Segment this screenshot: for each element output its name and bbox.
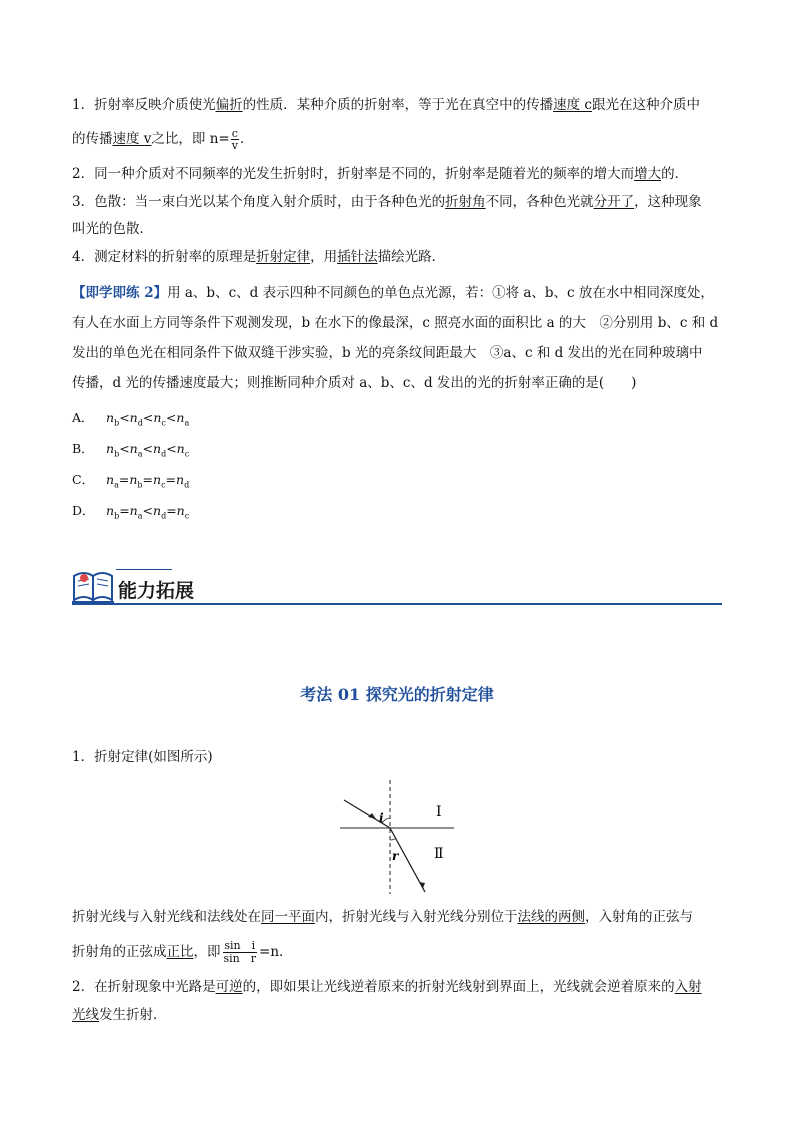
underlined-term: 偏折 — [215, 97, 243, 113]
option-a[interactable]: A． $n_b<n_d<n_c<n_a$ — [72, 410, 190, 428]
point-4 — [72, 248, 445, 266]
underlined-term: 速度 c — [553, 97, 592, 113]
point-3-line-1 — [72, 193, 702, 211]
text: 描绘光路． — [377, 249, 446, 265]
text: 3．色散：当一束白光以某个角度入射介质时，由于各种色光的 — [72, 194, 446, 210]
method-point-2-line-2: 光线发生折射． — [72, 1007, 167, 1023]
underlined-term: 分开了 — [593, 194, 635, 210]
text: 之比，即 n= — [151, 131, 230, 147]
text: ，这种现象 — [634, 194, 702, 210]
label-i: i — [379, 811, 384, 825]
section-rule — [72, 603, 722, 605]
underlined-term: 增大 — [634, 166, 662, 182]
point-1-line-2 — [72, 128, 253, 151]
refraction-diagram — [332, 778, 462, 896]
formula-fraction: $\frac{c}{v}$ — [231, 127, 238, 152]
label-medium-2: Ⅱ — [434, 846, 444, 862]
practice-line-3: 发出的单色光在相同条件下做双缝干涉实验，b 光的亮条纹间距最大 ③a、c 和 d 发出的光在同种玻璃中 — [72, 345, 703, 361]
underlined-term: 速度 v — [112, 131, 152, 147]
snell-fraction: $\frac{\text{sin i}}{\text{sin r}}$ — [223, 939, 257, 965]
text: 不同，各种色光就 — [485, 194, 594, 210]
underlined-term: 折射角 — [445, 194, 486, 210]
text: 跟光在这种介质中 — [591, 97, 700, 113]
label-medium-1: Ⅰ — [436, 804, 442, 820]
point-2 — [72, 165, 688, 183]
method-title: 考法 01 探究光的折射定律 — [300, 685, 494, 704]
text: 用 a、b、c、d 表示四种不同颜色的单色点光源，若：①将 a、b、c 放在水中相同深度处， — [167, 285, 714, 301]
section-underline-thin — [116, 569, 172, 570]
method-text-line-2: 折射角的正弦成正比，即 $\frac{\text{sin i}}{\text{sin r}}$ =n. — [72, 939, 284, 965]
underlined-term: 插针法 — [337, 249, 378, 265]
text: 4．测定材料的折射率的原理是 — [72, 249, 257, 265]
point-1-line-1 — [72, 96, 700, 114]
point-3-line-2 — [72, 220, 153, 238]
option-b[interactable]: B． $n_b<n_a<n_d<n_c$ — [72, 441, 190, 459]
practice-line-2: 有人在水面上方同等条件下观测发现，b 在水下的像最深，c 照亮水面的面积比 a 的大 ②分别用 b、c 和 d — [72, 315, 719, 331]
practice-line-4: 传播，d 光的传播速度最大；则推断同种介质对 a、b、c、d 发出的光的折射率正确的是( ) — [72, 375, 637, 391]
practice-line-1 — [72, 284, 714, 302]
option-c-text: $n_a=n_b=n_c=n_d$ — [106, 472, 190, 490]
book-icon — [70, 568, 116, 606]
option-c[interactable]: C． $n_a=n_b=n_c=n_d$ — [72, 472, 190, 490]
text: ，用 — [310, 249, 338, 265]
option-b-text: $n_b<n_a<n_d<n_c$ — [106, 441, 190, 459]
text: 的． — [661, 166, 689, 182]
option-d[interactable]: D． $n_b=n_a<n_d=n_c$ — [72, 503, 190, 521]
text: 1．折射率反映介质使光 — [72, 97, 216, 113]
underlined-term: 折射定律 — [256, 249, 311, 265]
option-d-text: $n_b=n_a<n_d=n_c$ — [106, 503, 190, 521]
practice-tag: 【即学即练 2】 — [72, 285, 168, 301]
text: 2．同一种介质对不同频率的光发生折射时，折射率是不同的，折射率是随着光的频率的增大而 — [72, 166, 635, 182]
section-heading: 能力拓展 — [118, 580, 195, 602]
text: 的性质．某种介质的折射率，等于光在真空中的传播 — [242, 97, 554, 113]
text: 的传播 — [72, 131, 113, 147]
option-a-text: $n_b<n_d<n_c<n_a$ — [106, 410, 190, 428]
method-point-1: 1．折射定律(如图所示) — [72, 749, 213, 765]
method-point-2-line-1: 2．在折射现象中光路是可逆的，即如果让光线逆着原来的折射光线射到界面上，光线就会逆着原来的入射 — [72, 979, 702, 995]
method-text-line-1: 折射光线与入射光线和法线处在同一平面内，折射光线与入射光线分别位于法线的两侧，入射角的正弦与 — [72, 909, 693, 925]
label-r: r — [392, 849, 399, 863]
text: ． — [239, 131, 254, 147]
text: 叫光的色散． — [72, 221, 153, 237]
